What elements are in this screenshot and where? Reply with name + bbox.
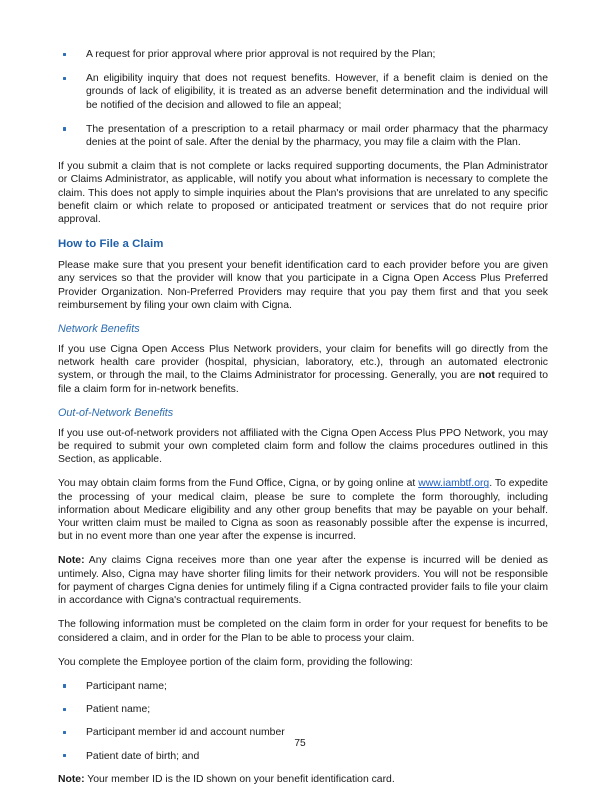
list-item-text: A request for prior approval where prior approval is not required by the Plan; [86,49,436,60]
paragraph-following-information: The following information must be completed on the claim form in order for your request for benefits to be considered a claim, and in order for the Plan to be able to process your claim. [58,619,548,644]
paragraph-note-untimely [58,554,548,607]
list-item [58,123,548,149]
intro-bullet-list [58,48,548,149]
network-benefits-text-1: If you use Cigna Open Access Plus Network providers, your claim for benefits will go directly from the network health care provider (hospital, physician, laboratory, etc.), through an automated electronic system, or through the mail, to the Claims Administrator for processing. Generally, you are [58,344,548,382]
note-label: Note: [58,773,85,785]
iambtf-website-link[interactable]: www.iambtf.org [418,478,490,490]
list-item [58,703,548,716]
list-item-text: The presentation of a prescription to a retail pharmacy or mail order pharmacy that the pharmacy denies at the point of sale. After the denial by the pharmacy, you may file a claim with the Plan. [86,123,548,149]
network-benefits-emphasis: not [478,370,495,382]
bullet-icon [63,53,66,56]
paragraph-network-benefits [58,343,548,396]
employee-bullet-list [58,680,548,763]
list-item-text: Participant member id and account number [86,727,285,739]
page-number: 75 [294,738,306,749]
bullet-icon [63,77,66,80]
list-item [58,750,548,763]
page-content [58,48,548,795]
note-label: Note: [58,555,85,567]
claim-forms-text-1: You may obtain claim forms from the Fund Office, Cigna, or by going online at [58,478,419,490]
list-item [58,680,548,693]
claim-forms-text-2: . To expedite the processing of your medical claim, please be sure to complete the form thoroughly, including information about Medicare eligibility and any other group benefits that may be payable on your behalf. Your written claim must be mailed to Cigna as soon as reasonably possible after the expense is incurred, but in no event more than one year after the expense is incurred. [58,478,548,543]
paragraph-present-card: Please make sure that you present your benefit identification card to each provider before you are given any services so that the provider will know that you participate in a Cigna Open Access Plus Preferred Provider Organization. Non-Preferred Providers may require that you pay them first and that you seek reimbursement by filing your own claim with Cigna. [58,260,548,311]
bullet-icon [63,708,66,711]
network-benefits-text-2: required to file a claim form for in-network benefits. [58,370,548,395]
bullet-icon [63,754,66,757]
bullet-icon [63,127,66,130]
bullet-icon [63,684,66,687]
list-item-text: Participant name; [86,680,167,692]
list-item-text: An eligibility inquiry that does not request benefits. However, if a benefit claim is denied on the grounds of lack of eligibility, it is treated as an adverse benefit determination and the individual will be notified of the decision and allowed to file an appeal; [86,73,548,111]
subheading-network-benefits: Network Benefits [58,323,140,336]
paragraph-note-member-id [58,773,548,786]
page-title: How to File a Claim [58,238,164,251]
list-item [58,72,548,112]
paragraph-employee-portion: You complete the Employee portion of the claim form, providing the following: [58,656,413,668]
list-item-text: Patient date of birth; and [86,750,200,762]
note-text: Your member ID is the ID shown on your benefit identification card. [84,773,395,785]
subheading-out-of-network-benefits: Out-of-Network Benefits [58,406,174,419]
paragraph-claim-forms [58,477,548,543]
list-item-text: Patient name; [86,704,151,716]
bullet-icon [63,731,66,734]
note-text: Any claims Cigna receives more than one year after the expense is incurred will be denied as untimely. Also, Cigna may have shorter filing limits for their network providers. You will not be responsible for payment of charges Cigna denies for untimely filing if a Cigna contracted provider fails to file your claim in accordance with Cigna's contractual requirements. [58,555,548,607]
list-item [58,48,548,61]
paragraph-out-of-network: If you use out-of-network providers not affiliated with the Cigna Open Access Plus PPO Network, you may be required to submit your own completed claim form and follow the claims procedures outlined in this Section, as applicable. [58,427,548,466]
paragraph-incomplete-claim: If you submit a claim that is not complete or lacks required supporting documents, the Plan Administrator or Claims Administrator, as applicable, will notify you about what information is necessary to complete the claim. This does not apply to simple inquiries about the Plan's provisions that are unrelated to any specific benefit claim or which relate to proposed or anticipated treatment or services that do not require prior approval. [58,161,548,226]
